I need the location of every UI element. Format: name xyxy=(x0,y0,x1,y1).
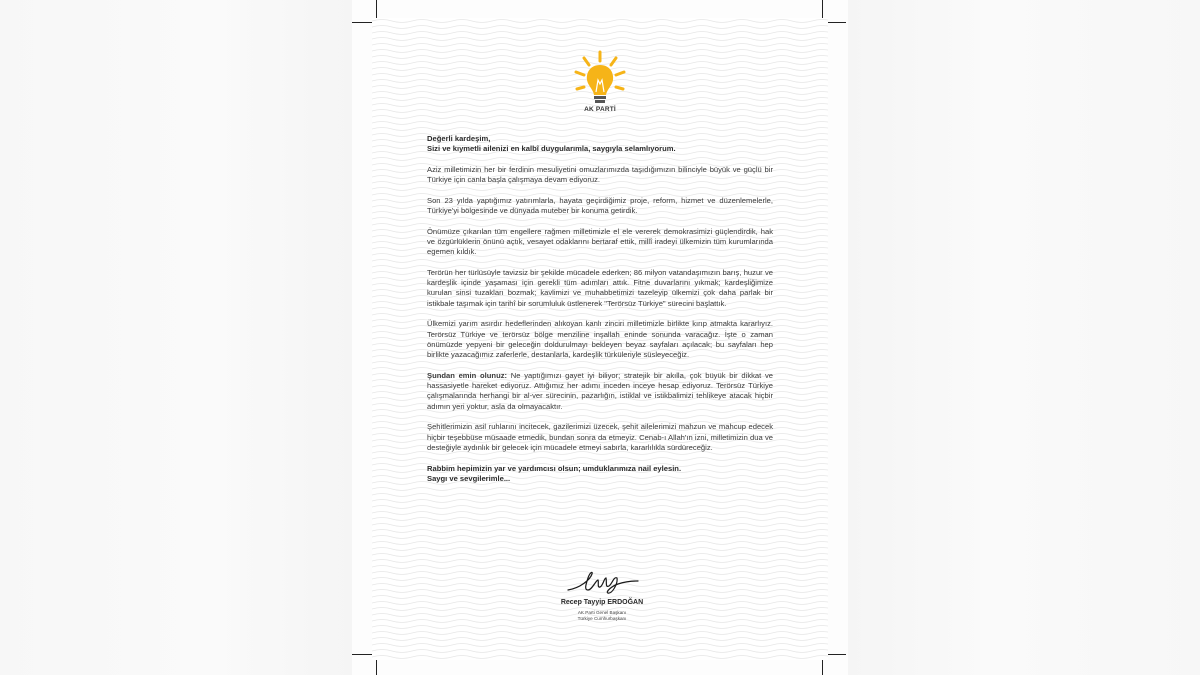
letter-body xyxy=(427,134,773,484)
paragraph: Önümüze çıkarılan tüm engellere rağmen milletimizle el ele vererek demokrasimizi güçlendirdik, hak ve özgürlüklerin önünü açtık, vesayet odaklarını bertaraf ettik, millî iradeyi ülkemizin tüm kurumlarında egemen kıldık. xyxy=(427,226,773,257)
background-right xyxy=(848,0,1200,675)
crop-mark xyxy=(352,654,372,655)
emphasis-lead: Şundan emin olunuz: xyxy=(427,370,508,380)
paragraph: Şehitlerimizin asil ruhlarını incitecek, gazilerimizi üzecek, şehit ailelerimizi mahzun ve mahcup edecek hiçbir teşebbüse müsaade etmedik, bundan sonra da etmeyiz. Cenab-ı Allah'ın izni, milletimizin dua ve desteğiyle aydınlık bir gelecek için mücadele etmeyi sabırla, kararlılıkla sürdüreceğiz. xyxy=(427,422,773,452)
crop-mark xyxy=(826,654,846,655)
signatory-title xyxy=(542,610,662,622)
paragraph: Son 23 yılda yaptığımız yatırımlarla, hayata geçirdiğimiz proje, reform, hizmet ve düzenlemelerle, Türkiye'yi bölgesinde ve dünyada muteber bir konuma getirdik. xyxy=(427,195,773,216)
handwritten-signature xyxy=(562,566,642,596)
emphasis-body: Ne yaptığımızı gayet iyi biliyor; stratejik bir akılla, çok büyük bir dikkat ve hassasiyetle hareket ediyoruz. Attığımız her adımı inceden inceye hesap ediyoruz. Terörsüz Türkiye çalışmalarında herhangi bir al-ver sürecinin, pazarlığın, istiklal ve istikbalimizi tehlikeye atacak hiçbir adımın yeri yoktur, asla da olmayacaktır. xyxy=(427,370,774,411)
salutation: Değerli kardeşim, xyxy=(427,134,491,143)
closing-prayer: Rabbim hepimizin yar ve yardımcısı olsun; umduklarımıza nail eylesin. xyxy=(427,463,682,473)
title-line: Türkiye Cumhurbaşkanı xyxy=(577,616,627,621)
crop-mark xyxy=(826,22,846,23)
paragraph: Ülkemizi yarım asırdır hedeflerinden alıkoyan kanlı zinciri milletimizle birlikte kırıp atmakta kararlıyız. Terörsüz Türkiye ve terörsüz bölge menziline inşallah eninde sonunda varacağız. İşte o zaman önümüzde yepyeni bir geleceğin doldurulmayı bekleyen beyaz sayfaları açılacak; bu sayfaları hep birlikte yazacağımız zaferlerle, destanlarla, kardeşlik türküleriyle süsleyeceğiz. xyxy=(427,319,773,360)
signature-block xyxy=(542,566,662,622)
emphasis-paragraph xyxy=(427,371,773,412)
crop-mark xyxy=(352,22,372,23)
paragraph: Aziz milletimizin her bir ferdinin mesuliyetini omuzlarımızda taşıdığımızın bilinciyle büyük ve güçlü bir Türkiye için canla başla çalışmaya devam ediyoruz. xyxy=(427,164,773,185)
greeting: Sizi ve kıymetli ailenizi en kalbî duygularımla, saygıyla selamlıyorum. xyxy=(427,144,676,154)
party-name: AK PARTİ xyxy=(584,106,616,113)
title-line: AK Parti Genel Başkanı xyxy=(577,610,627,615)
crop-mark xyxy=(376,0,377,20)
crop-mark xyxy=(822,0,823,20)
paragraph: Terörün her türlüsüyle tavizsiz bir şekilde mücadele ederken; 86 milyon vatandaşımızın barış, huzur ve kardeşlik içinde yaşaması için gerekli tüm adımları attık. Fitne duvarlarını yıkmak; kardeşliğimize kurulan sinsi tuzakları bozmak; kavlimizi ve muhabbetimizi tazeleyip ülkemizi çok daha parlak bir istikbale taşımak için tarihî bir sorumluluk üstlenerek "Terörsüz Türkiye" sürecini başlattık. xyxy=(427,267,773,308)
closing-regards: Saygı ve sevgilerimle... xyxy=(427,473,511,483)
background-left xyxy=(0,0,352,675)
signatory-name: Recep Tayyip ERDOĞAN xyxy=(560,599,644,606)
letter-paper xyxy=(372,18,828,660)
